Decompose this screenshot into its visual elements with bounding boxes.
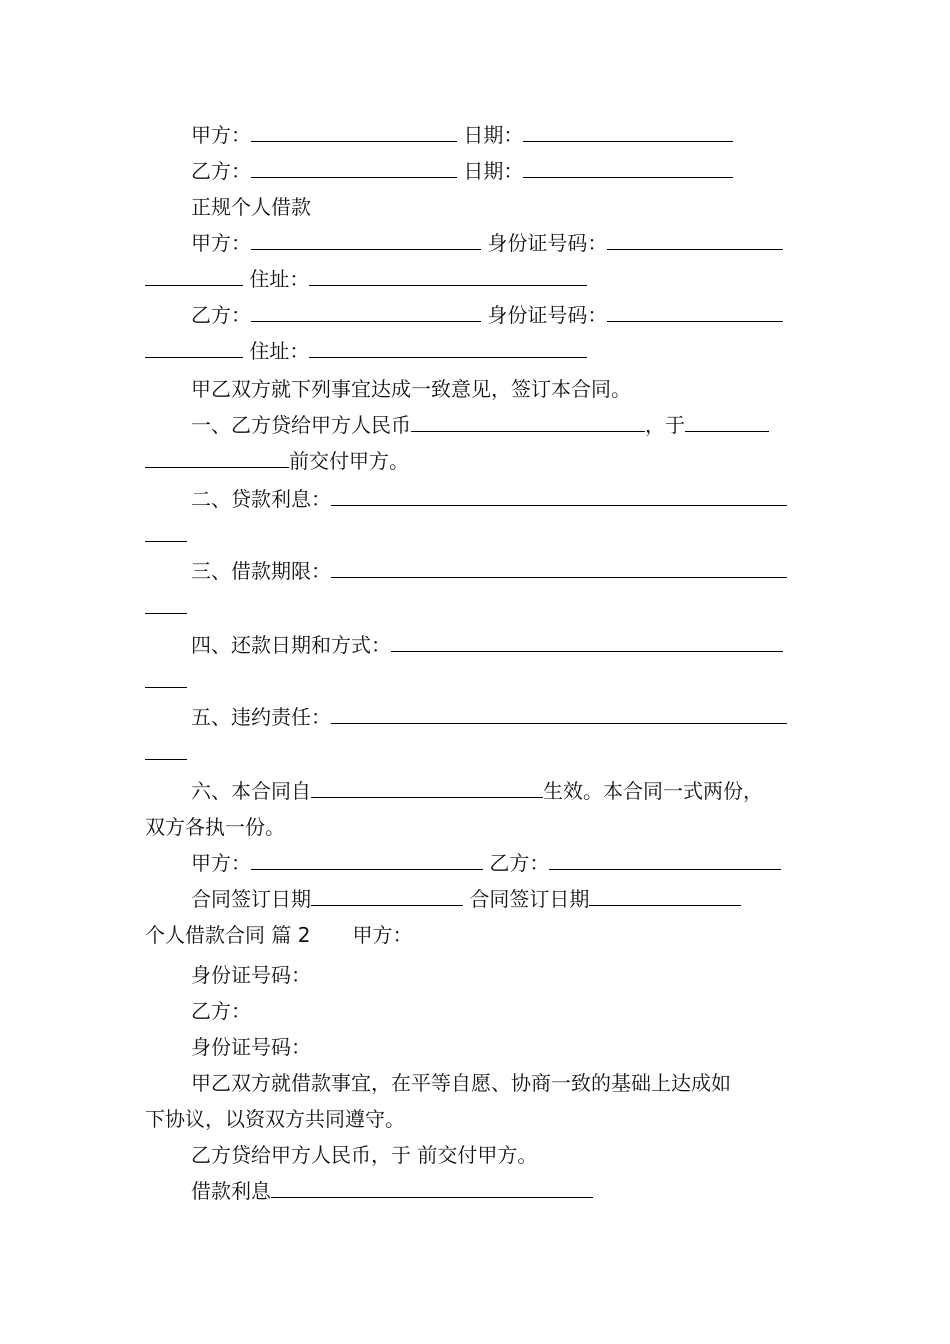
item-4-text: 四、还款日期和方式： [191,633,391,657]
item-2-line [145,481,807,517]
sign-date-blank-b [589,888,741,906]
repayment-blank-cont [145,670,187,688]
id-number-label: 身份证号码： [487,303,608,327]
party-a-label: 甲方： [191,851,251,875]
party-b-date-line [145,153,807,189]
effective-blank [311,780,543,798]
sign-date-label: 合同签订日期 [469,887,590,911]
sign-date-line [145,881,807,917]
deadline-blank-cont [145,450,289,468]
item-6-text: 六、本合同自 [191,779,311,803]
party-b-label: 乙方： [191,159,251,183]
part-2-party-a: 甲方： [352,923,413,947]
signature-line [145,845,807,881]
interest-blank [331,488,787,506]
item-4-line [145,627,807,663]
party-a-label: 甲方： [191,123,251,147]
date-label: 日期： [463,123,524,147]
party-b-label: 乙方： [489,851,550,875]
item-6-cont-line: 双方各执一份。 [145,815,285,839]
address-label: 住址： [249,267,310,291]
party-a-date-line [145,117,807,153]
item-1-delivery: 前交付甲方。 [289,449,409,473]
sign-date-label: 合同签订日期 [191,887,311,911]
liability-blank [331,706,787,724]
item-3-text: 三、借款期限： [191,559,331,583]
part-2-intro-line-2: 下协议，以资双方共同遵守。 [145,1107,405,1131]
id-number-blank [607,232,783,250]
party-a-sign-blank [251,852,483,870]
party-a-id-line [145,225,807,261]
part-2-interest-label: 借款利息 [191,1179,271,1203]
id-number-blank-cont [145,340,243,358]
id-number-blank [607,304,783,322]
item-6-line [145,773,807,809]
part-2-party-b: 乙方： [191,999,251,1023]
party-a-blank [251,124,457,142]
party-b-id-line [145,297,807,333]
part-2-interest-blank [271,1180,593,1198]
id-number-label: 身份证号码： [487,231,608,255]
item-6-effective: 生效。本合同一式两份， [543,779,763,803]
item-1-line [145,407,807,443]
item-3-line [145,553,807,589]
address-blank [309,268,587,286]
item-4-cont-line [145,663,807,699]
party-b-address-line [145,333,807,369]
item-2-cont-line [145,517,807,553]
party-b-sign-blank [549,852,781,870]
date-label: 日期： [463,159,524,183]
id-number-blank-cont [145,268,243,286]
address-label: 住址： [249,339,310,363]
party-a-blank [251,232,481,250]
section-title: 正规个人借款 [191,195,311,219]
item-5-line [145,699,807,735]
sign-date-blank-a [311,888,463,906]
party-a-label: 甲方： [191,231,251,255]
party-b-label: 乙方： [191,303,251,327]
part-2-interest-line [145,1173,807,1209]
item-5-text: 五、违约责任： [191,705,331,729]
party-b-blank [251,160,457,178]
interest-blank-cont [145,524,187,542]
repayment-blank [391,634,783,652]
date-blank [523,160,733,178]
part-2-intro-line-1: 甲乙双方就借款事宜，在平等自愿、协商一致的基础上达成如 [191,1071,731,1095]
item-2-text: 二、贷款利息： [191,487,331,511]
address-blank [309,340,587,358]
date-blank [523,124,733,142]
part-2-id-b: 身份证号码： [191,1035,311,1059]
amount-blank [411,414,645,432]
item-3-cont-line [145,589,807,625]
part-2-title-line [145,917,807,953]
part-2-id-a: 身份证号码： [191,963,311,987]
part-2-loan: 乙方贷给甲方人民币，于 前交付甲方。 [191,1143,538,1167]
liability-blank-cont [145,742,187,760]
deadline-blank [685,414,769,432]
party-a-address-line [145,261,807,297]
document-page [145,117,807,1209]
agreement-intro: 甲乙双方就下列事宜达成一致意见，签订本合同。 [191,377,631,401]
item-1-cont-line [145,443,807,479]
term-blank-cont [145,596,187,614]
item-5-cont-line [145,735,807,771]
term-blank [331,560,787,578]
item-1-at: ，于 [645,413,685,437]
item-1-text: 一、乙方贷给甲方人民币 [191,413,411,437]
party-b-blank [251,304,481,322]
part-2-title: 个人借款合同 篇 2 [145,923,311,947]
